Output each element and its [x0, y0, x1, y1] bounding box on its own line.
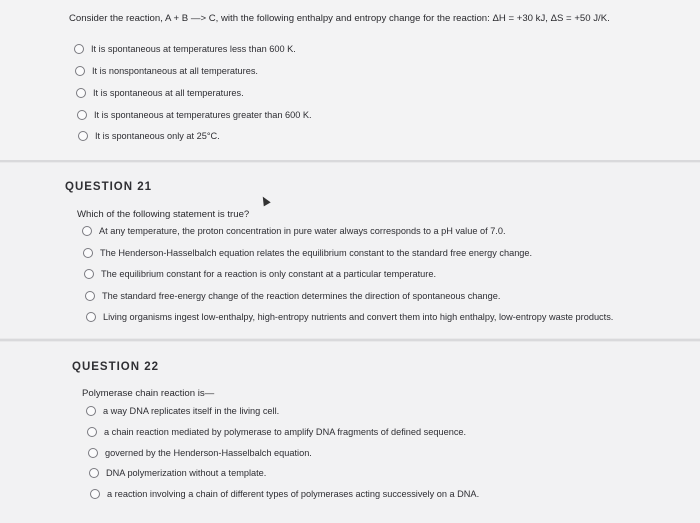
q20-option-1[interactable]	[74, 44, 296, 54]
option-label: governed by the Henderson-Hasselbalch equation.	[105, 448, 312, 458]
option-label: a chain reaction mediated by polymerase to amplify DNA fragments of defined sequence.	[104, 427, 467, 437]
radio-button[interactable]	[77, 110, 87, 120]
radio-button[interactable]	[90, 489, 100, 499]
q21-option-5[interactable]	[86, 312, 613, 322]
radio-button[interactable]	[83, 248, 93, 258]
radio-button[interactable]	[82, 226, 92, 236]
question-22-stem: Polymerase chain reaction is—	[82, 388, 215, 399]
radio-button[interactable]	[75, 66, 85, 76]
q22-option-5[interactable]	[90, 489, 479, 499]
option-label: It is spontaneous at temperatures greater than 600 K.	[94, 110, 312, 120]
radio-button[interactable]	[86, 312, 96, 322]
radio-button[interactable]	[88, 448, 98, 458]
radio-button[interactable]	[86, 406, 96, 416]
q20-option-5[interactable]	[78, 131, 220, 141]
section-divider	[0, 339, 700, 341]
q21-option-1[interactable]	[82, 226, 506, 236]
q21-option-4[interactable]	[85, 291, 500, 301]
q22-option-2[interactable]	[87, 427, 466, 437]
radio-button[interactable]	[76, 88, 86, 98]
option-label: a reaction involving a chain of different types of polymerases acting successively on a DNA.	[107, 489, 480, 499]
radio-button[interactable]	[87, 427, 97, 437]
question-22-heading: QUESTION 22	[72, 361, 160, 373]
option-label: Living organisms ingest low-enthalpy, high-entropy nutrients and convert them into high enthalpy, low-entropy waste products.	[103, 312, 614, 322]
q20-option-4[interactable]	[77, 110, 312, 120]
question-21-heading: QUESTION 21	[65, 181, 153, 193]
question-20-stem: Consider the reaction, A + B —> C, with the following enthalpy and entropy change for the reaction: ΔH = +30 kJ, ΔS = +50 J/K.	[69, 13, 610, 24]
option-label: a way DNA replicates itself in the living cell.	[103, 406, 280, 416]
q21-option-3[interactable]	[84, 269, 436, 279]
q21-option-2[interactable]	[83, 248, 532, 258]
q22-option-3[interactable]	[88, 448, 312, 458]
radio-button[interactable]	[85, 291, 95, 301]
option-label: The Henderson-Hasselbalch equation relates the equilibrium constant to the standard free energy change.	[100, 248, 533, 258]
option-label: It is spontaneous at temperatures less than 600 K.	[91, 44, 296, 54]
q20-option-3[interactable]	[76, 88, 244, 98]
option-label: The equilibrium constant for a reaction is only constant at a particular temperature.	[101, 269, 437, 279]
section-divider	[0, 160, 700, 162]
option-label: DNA polymerization without a template.	[106, 468, 267, 478]
question-20-panel	[0, 0, 700, 160]
q20-option-2[interactable]	[75, 66, 258, 76]
radio-button[interactable]	[89, 468, 99, 478]
q22-option-1[interactable]	[86, 406, 279, 416]
radio-button[interactable]	[74, 44, 84, 54]
radio-button[interactable]	[78, 131, 88, 141]
option-label: It is spontaneous only at 25°C.	[95, 131, 220, 141]
option-label: It is spontaneous at all temperatures.	[93, 88, 244, 98]
option-label: At any temperature, the proton concentration in pure water always corresponds to a pH value of 7.0.	[99, 226, 506, 236]
option-label: It is nonspontaneous at all temperatures.	[92, 66, 258, 76]
q22-option-4[interactable]	[89, 468, 266, 478]
option-label: The standard free-energy change of the reaction determines the direction of spontaneous change.	[102, 291, 501, 301]
radio-button[interactable]	[84, 269, 94, 279]
question-21-stem: Which of the following statement is true?	[77, 209, 250, 220]
